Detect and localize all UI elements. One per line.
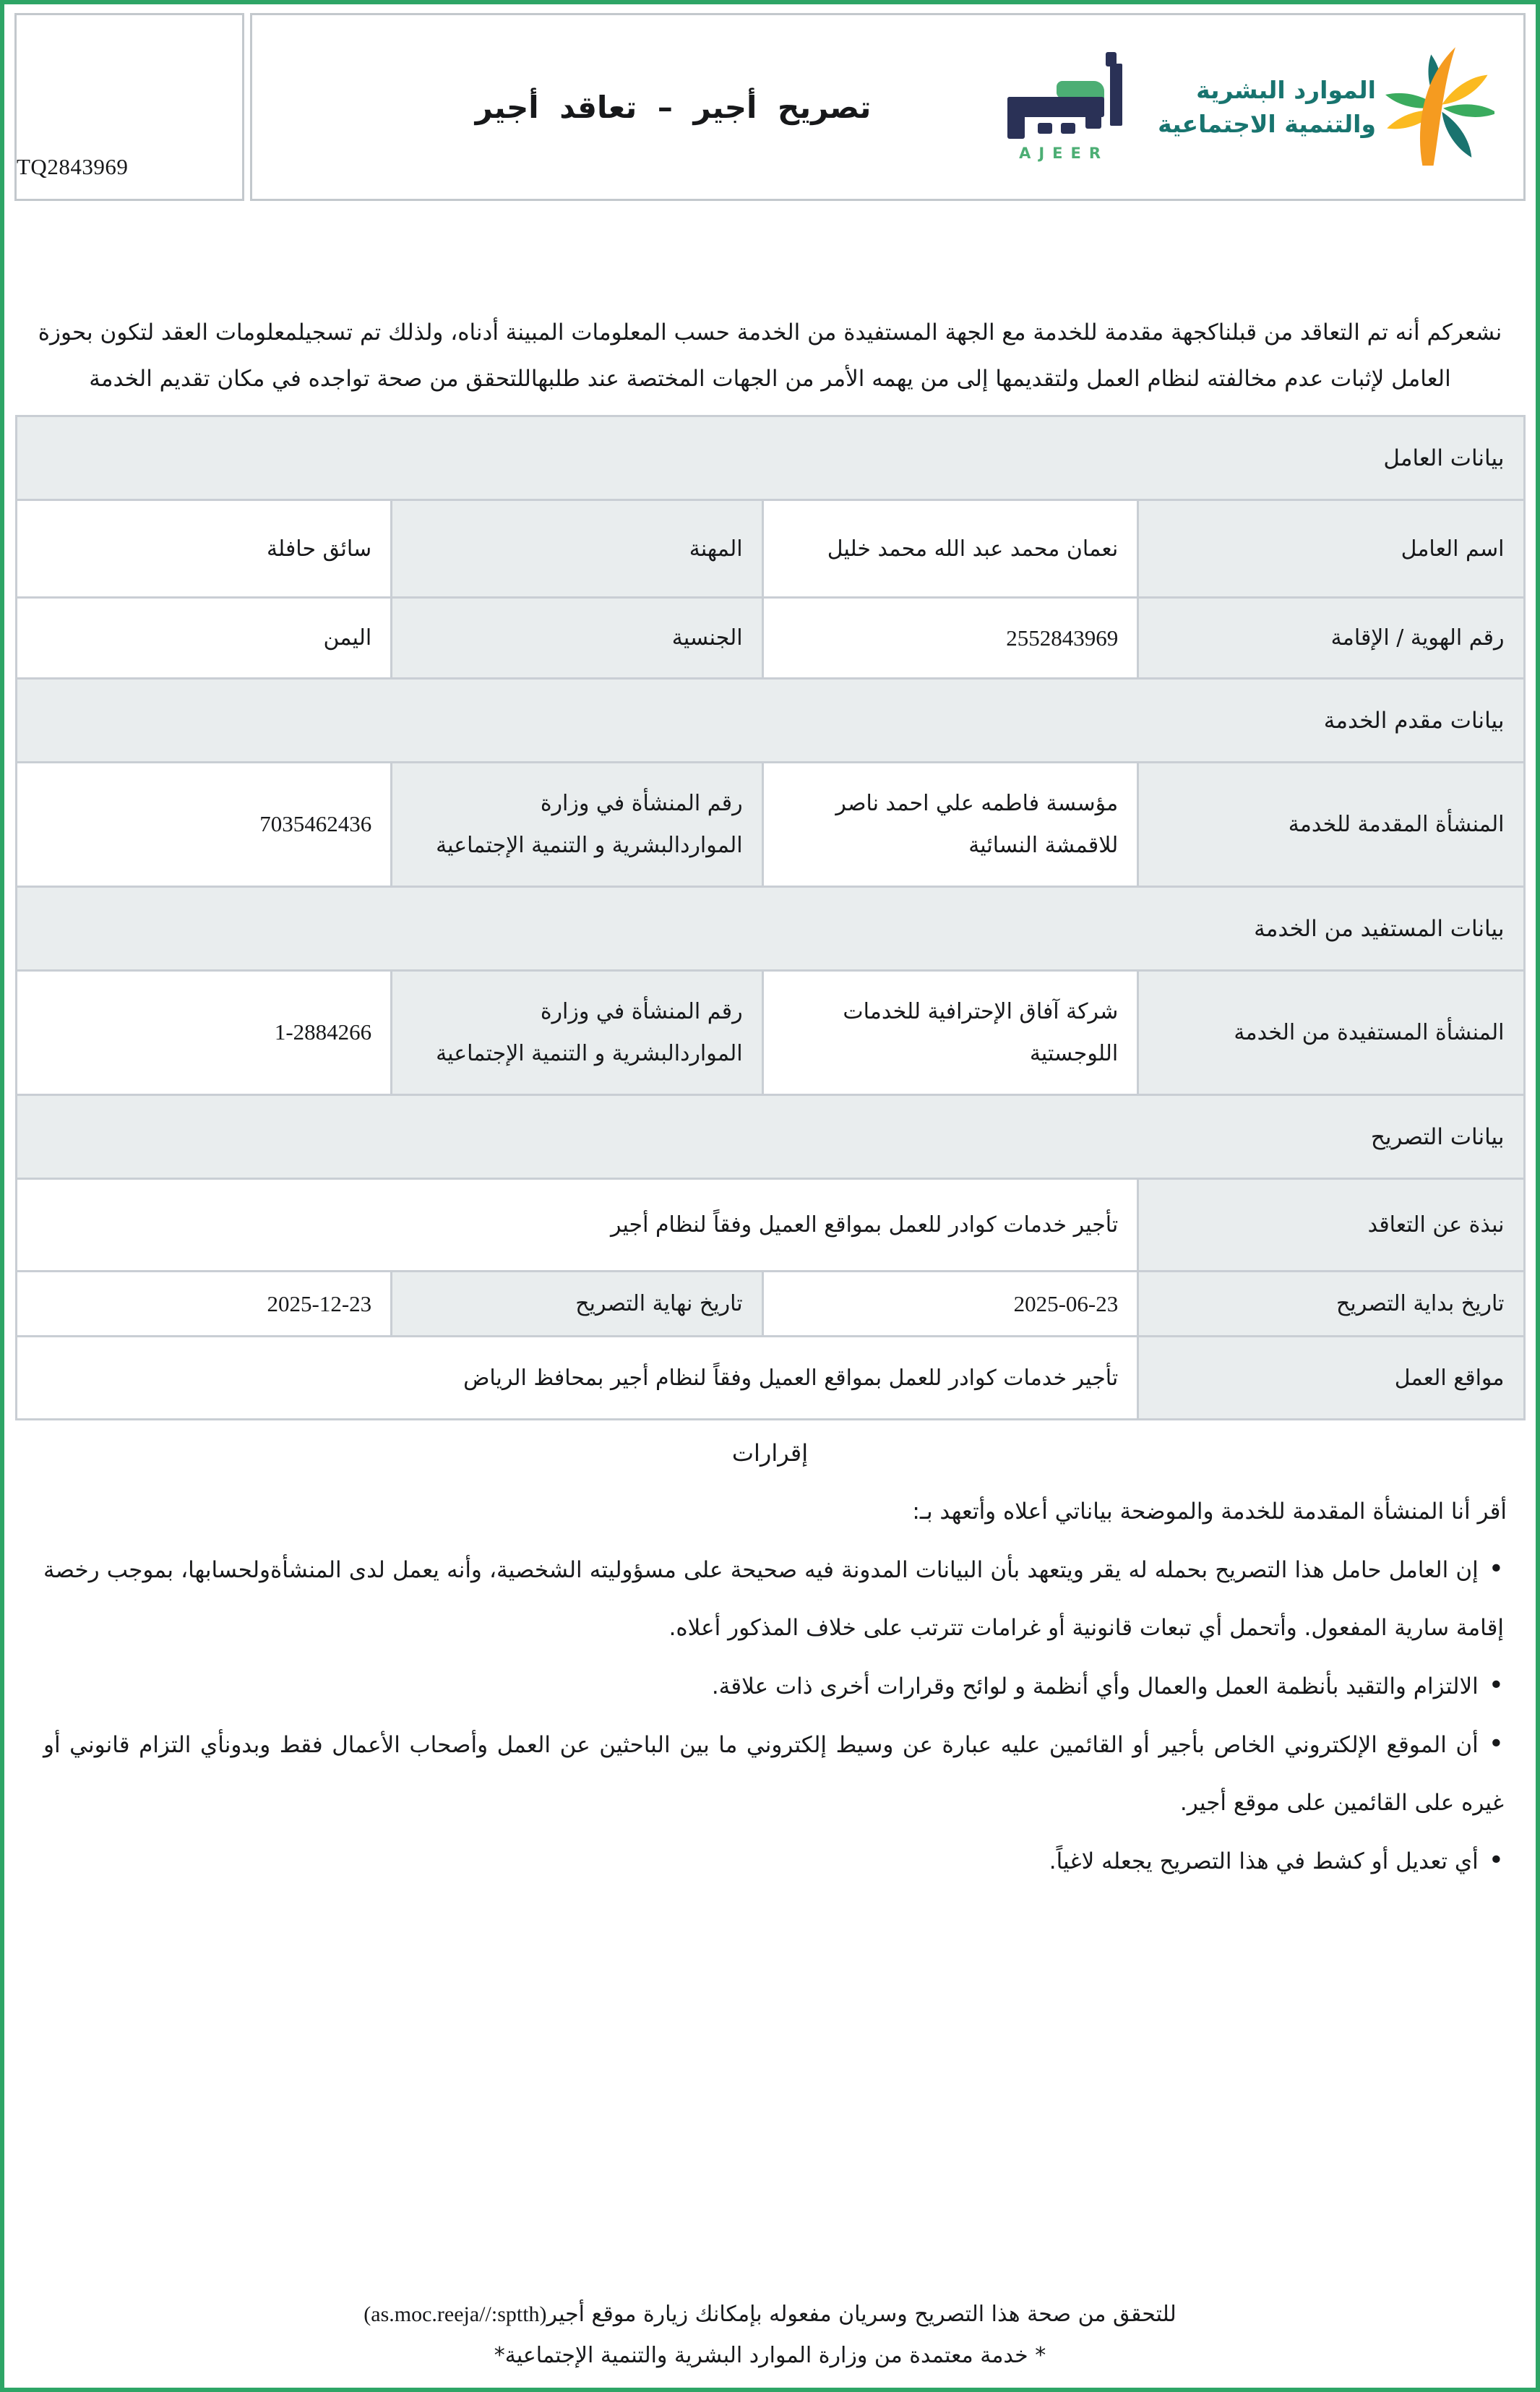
- worker-section-title: بيانات العامل: [16, 416, 1524, 500]
- start-date-label: تاريخ بداية التصريح: [1138, 1272, 1524, 1337]
- ajeer-logo-mark-icon: [1000, 52, 1127, 143]
- header-number-box: [14, 13, 244, 201]
- id-number-value: 2552843969: [1006, 625, 1119, 651]
- declaration-item: • الالتزام والتقيد بأنظمة العمل والعمال وأي أنظمة و لوائح وقرارات أخرى ذات علاقة.: [43, 1657, 1504, 1715]
- table-row: [16, 598, 1524, 679]
- header: [14, 13, 1526, 201]
- header-main-box: [250, 13, 1526, 201]
- footer: [4, 2294, 1536, 2376]
- ministry-logo-line1: الموارد البشرية: [1196, 76, 1376, 104]
- id-number-label: رقم الهوية / الإقامة: [1138, 598, 1524, 679]
- provider-mol-number-label: رقم المنشأة في وزارة المواردالبشرية و التنمية الإجتماعية: [392, 763, 762, 887]
- ajeer-logo-latin: AJEER: [1019, 145, 1109, 162]
- nationality-label: الجنسية: [392, 598, 762, 679]
- section-header-permit: [16, 1095, 1524, 1179]
- beneficiary-section-title: بيانات المستفيد من الخدمة: [16, 887, 1524, 971]
- work-locations-value: تأجير خدمات كوادر للعمل بمواقع العميل وفقاً لنظام أجير بمحافظ الرياض: [16, 1337, 1138, 1420]
- permit-number: TQ2843969: [17, 154, 129, 179]
- permit-section-title: بيانات التصريح: [16, 1095, 1524, 1179]
- declarations-intro: أقر أنا المنشأة المقدمة للخدمة والموضحة بياناتي أعلاه وأتعهد بـ:: [912, 1499, 1507, 1525]
- beneficiary-name-value: شركة آفاق الإحترافية للخدمات اللوجستية: [762, 971, 1138, 1095]
- permit-table: [15, 415, 1526, 1420]
- beneficiary-mol-number-value: 1-2884266: [274, 1019, 372, 1045]
- declarations-list: [43, 1540, 1504, 1890]
- declaration-item: • إن العامل حامل هذا التصريح بحمله له يقر ويتعهد بأن البيانات المدونة فيه صحيحة على مسؤوليته الشخصية، وأنه يعمل لدى المنشأةولحسابها، بموجب رخصة إقامة سارية المفعول. وأتحمل أي تبعات قانونية أو غرامات تترتب على خلاف المذكور أعلاه.: [43, 1540, 1504, 1657]
- section-header-beneficiary: [16, 887, 1524, 971]
- table-row: [16, 1337, 1524, 1420]
- profession-value: سائق حافلة: [16, 500, 392, 598]
- end-date-value: 2025-12-23: [267, 1290, 372, 1316]
- contract-summary-label: نبذة عن التعاقد: [1138, 1179, 1524, 1272]
- worker-name-value: نعمان محمد عبد الله محمد خليل: [762, 500, 1138, 598]
- footer-verification-text: للتحقق من صحة هذا التصريح وسريان مفعوله بإمكانك زيارة موقع أجير: [546, 2302, 1176, 2327]
- work-locations-label: مواقع العمل: [1138, 1337, 1524, 1420]
- table-row: [16, 500, 1524, 598]
- document-title: تصريح أجير – تعاقد أجير: [475, 89, 872, 125]
- table-row: [16, 1272, 1524, 1337]
- worker-name-label: اسم العامل: [1138, 500, 1524, 598]
- provider-name-label: المنشأة المقدمة للخدمة: [1138, 763, 1524, 887]
- ajeer-logo: [999, 52, 1129, 162]
- table-row: [16, 971, 1524, 1095]
- section-header-provider: [16, 679, 1524, 763]
- provider-name-value: مؤسسة فاطمه علي احمد ناصر للاقمشة النسائية: [762, 763, 1138, 887]
- start-date-value: 2025-06-23: [1013, 1290, 1119, 1316]
- end-date-label: تاريخ نهاية التصريح: [392, 1272, 762, 1337]
- footer-verification-url: (as.moc.reeja//:sptth): [364, 2302, 547, 2326]
- provider-section-title: بيانات مقدم الخدمة: [16, 679, 1524, 763]
- contract-summary-value: تأجير خدمات كوادر للعمل بمواقع العميل وفقاً لنظام أجير: [16, 1179, 1138, 1272]
- ministry-logo-text: [1158, 73, 1376, 141]
- declaration-item: • أن الموقع الإلكتروني الخاص بأجير أو القائمين عليه عبارة عن وسيط إلكتروني ما بين الباحثين عن العمل وأصحاب الأعمال فقط وبدونأي التزام قانوني أو غيره على القائمين على موقع أجير.: [43, 1715, 1504, 1832]
- ministry-emblem-icon: [1385, 43, 1494, 171]
- intro-paragraph: نشعركم أنه تم التعاقد من قبلناكجهة مقدمة للخدمة مع الجهة المستفيدة من الخدمة حسب المعلومات المبينة أدناه، ولذلك تم تسجيلمعلومات العقد لتكون بحوزة العامل لإثبات عدم مخالفته لنظام العمل ولتقديمها إلى من يهمه الأمر من الجهات المختصة عند طلبهاللتحقق من صحة تواجده في مكان تقديم الخدمة: [38, 320, 1502, 392]
- footer-approved-line: * خدمة معتمدة من وزارة الموارد البشرية والتنمية الإجتماعية*: [494, 2343, 1046, 2368]
- ministry-logo-line2: والتنمية الاجتماعية: [1158, 110, 1376, 138]
- table-row: [16, 1179, 1524, 1272]
- profession-label: المهنة: [392, 500, 762, 598]
- beneficiary-name-label: المنشأة المستفيدة من الخدمة: [1138, 971, 1524, 1095]
- table-row: [16, 763, 1524, 887]
- footer-verification-line: [4, 2294, 1536, 2335]
- declaration-item: • أي تعديل أو كشط في هذا التصريح يجعله لاغياً.: [43, 1832, 1504, 1890]
- provider-mol-number-value: 7035462436: [259, 811, 372, 836]
- declarations-heading: إقرارات: [731, 1439, 809, 1467]
- section-header-worker: [16, 416, 1524, 500]
- nationality-value: اليمن: [16, 598, 392, 679]
- beneficiary-mol-number-label: رقم المنشأة في وزارة المواردالبشرية و التنمية الإجتماعية: [392, 971, 762, 1095]
